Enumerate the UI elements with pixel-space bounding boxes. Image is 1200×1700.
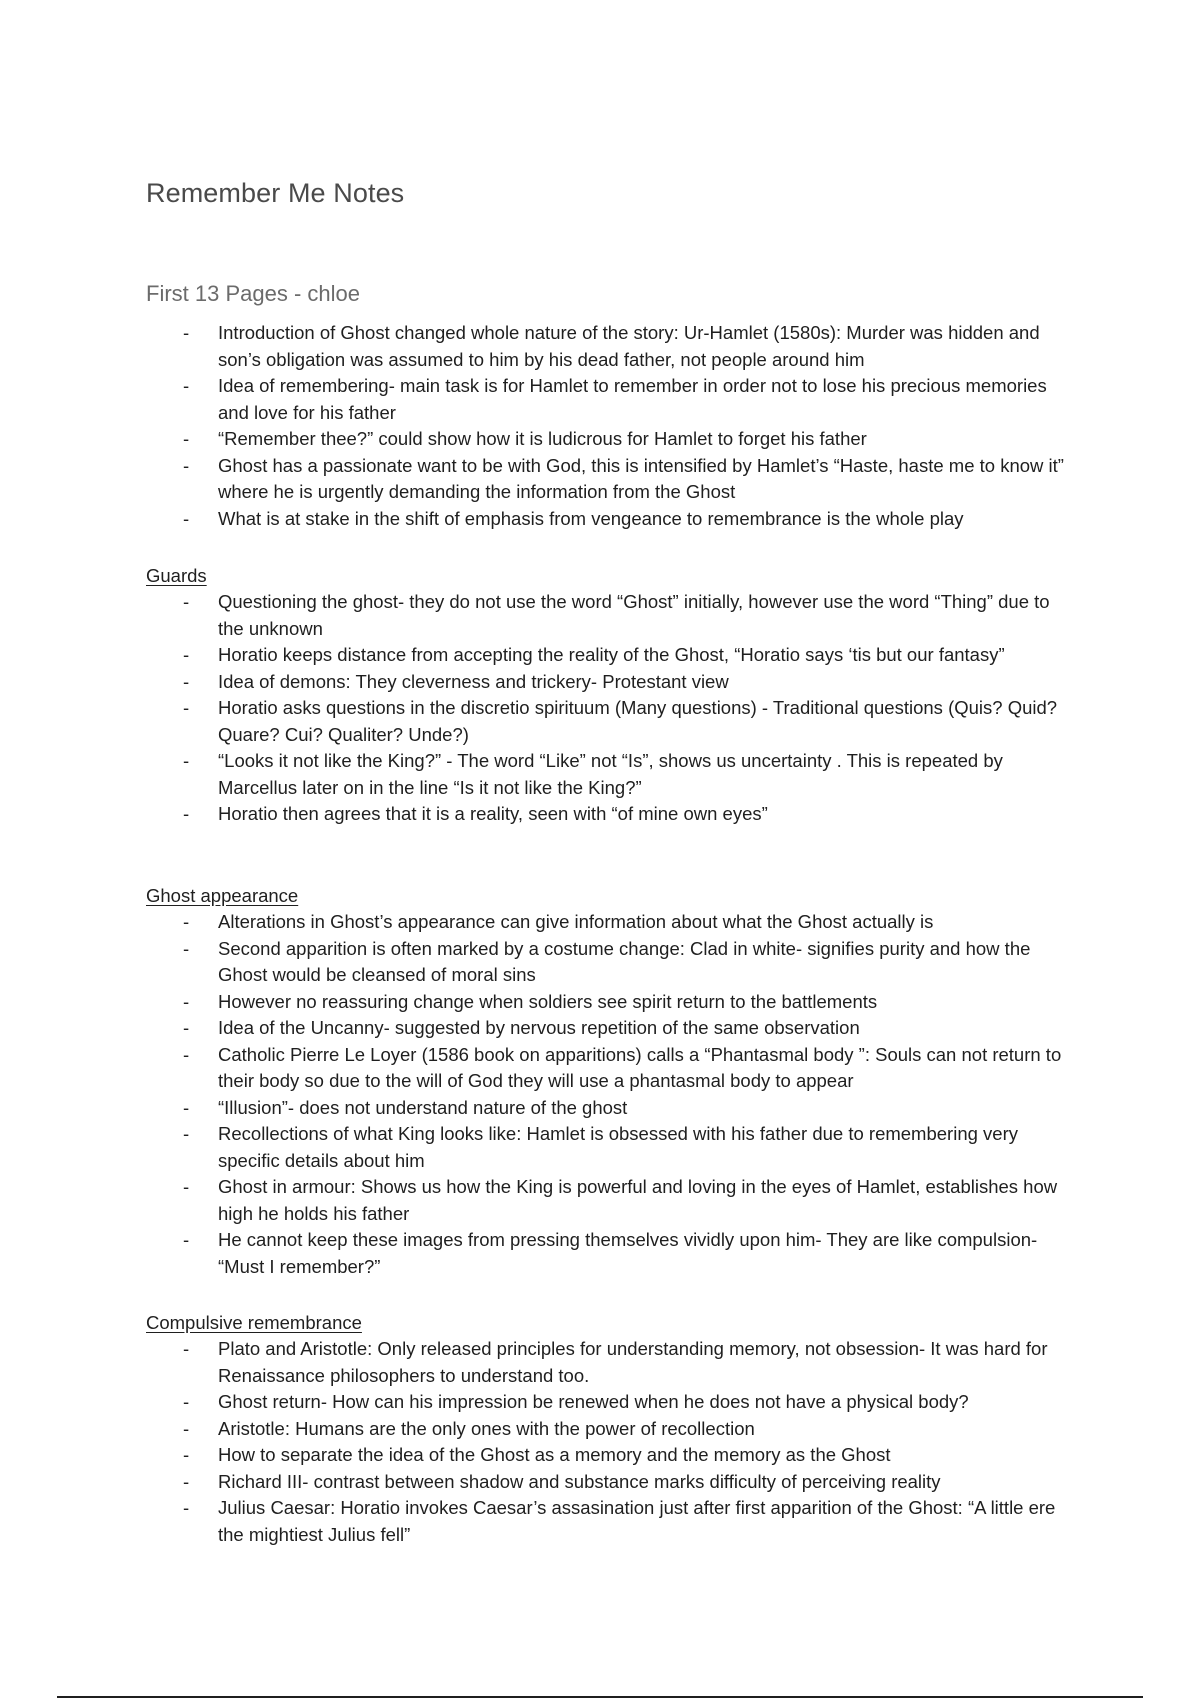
ghost-appearance-section — [146, 883, 1076, 1280]
section-subtitle: First 13 Pages - chloe — [146, 281, 360, 306]
list-item: - Julius Caesar: Horatio invokes Caesar’s assasination just after first apparition of the Ghost: “A little ere the mightiest Julius fell” — [146, 1495, 1076, 1548]
compulsive-remembrance-section — [146, 1310, 1076, 1548]
list-item: - Catholic Pierre Le Loyer (1586 book on apparitions) calls a “Phantasmal body ”: Souls can not return to their body so due to the will of God they will use a phantasmal body to appear — [146, 1042, 1076, 1095]
ghost-appearance-list — [146, 909, 1076, 1280]
intro-list — [146, 320, 1076, 532]
list-item: - Idea of remembering- main task is for Hamlet to remember in order not to lose his precious memories and love for his father — [146, 373, 1076, 426]
intro-section — [146, 320, 1076, 532]
section-heading-guards: Guards — [146, 565, 207, 586]
page-bottom-rule — [57, 1696, 1143, 1698]
list-item: - “Looks it not like the King?” - The word “Like” not “Is”, shows us uncertainty . This is repeated by Marcellus later on in the line “Is it not like the King?” — [146, 748, 1076, 801]
document-title: Remember Me Notes — [146, 178, 405, 208]
list-item: - Plato and Aristotle: Only released principles for understanding memory, not obsession- It was hard for Renaissance philosophers to understand too. — [146, 1336, 1076, 1389]
list-item: - Richard III- contrast between shadow and substance marks difficulty of perceiving reality — [146, 1469, 1076, 1496]
list-item: - Second apparition is often marked by a costume change: Clad in white- signifies purity and how the Ghost would be cleansed of moral sins — [146, 936, 1076, 989]
list-item: - Aristotle: Humans are the only ones with the power of recollection — [146, 1416, 1076, 1443]
list-item: - Ghost in armour: Shows us how the King is powerful and loving in the eyes of Hamlet, establishes how high he holds his father — [146, 1174, 1076, 1227]
list-item: - Questioning the ghost- they do not use the word “Ghost” initially, however use the word “Thing” due to the unknown — [146, 589, 1076, 642]
list-item: - Idea of the Uncanny- suggested by nervous repetition of the same observation — [146, 1015, 1076, 1042]
list-item: - Introduction of Ghost changed whole nature of the story: Ur-Hamlet (1580s): Murder was hidden and son’s obligation was assumed to him by his dead father, not people around him — [146, 320, 1076, 373]
guards-section — [146, 563, 1076, 828]
list-item: - How to separate the idea of the Ghost as a memory and the memory as the Ghost — [146, 1442, 1076, 1469]
list-item: - Horatio then agrees that it is a reality, seen with “of mine own eyes” — [146, 801, 1076, 828]
list-item: - “Remember thee?” could show how it is ludicrous for Hamlet to forget his father — [146, 426, 1076, 453]
list-item: - What is at stake in the shift of emphasis from vengeance to remembrance is the whole play — [146, 506, 1076, 533]
section-heading-ghost-appearance: Ghost appearance — [146, 885, 299, 906]
list-item: - “Illusion”- does not understand nature of the ghost — [146, 1095, 1076, 1122]
list-item: - He cannot keep these images from pressing themselves vividly upon him- They are like compulsion- “Must I remember?” — [146, 1227, 1076, 1280]
guards-list — [146, 589, 1076, 828]
list-item: - Horatio asks questions in the discretio spirituum (Many questions) - Traditional questions (Quis? Quid? Quare? Cui? Qualiter? Unde?) — [146, 695, 1076, 748]
list-item: - Alterations in Ghost’s appearance can give information about what the Ghost actually is — [146, 909, 1076, 936]
list-item: - Ghost return- How can his impression be renewed when he does not have a physical body? — [146, 1389, 1076, 1416]
list-item: - However no reassuring change when soldiers see spirit return to the battlements — [146, 989, 1076, 1016]
section-heading-compulsive-remembrance: Compulsive remembrance — [146, 1312, 362, 1333]
list-item: - Idea of demons: They cleverness and trickery- Protestant view — [146, 669, 1076, 696]
list-item: - Ghost has a passionate want to be with God, this is intensified by Hamlet’s “Haste, haste me to know it” where he is urgently demanding the information from the Ghost — [146, 453, 1076, 506]
list-item: - Horatio keeps distance from accepting the reality of the Ghost, “Horatio says ‘tis but our fantasy” — [146, 642, 1076, 669]
list-item: - Recollections of what King looks like: Hamlet is obsessed with his father due to remembering very specific details about him — [146, 1121, 1076, 1174]
compulsive-remembrance-list — [146, 1336, 1076, 1548]
